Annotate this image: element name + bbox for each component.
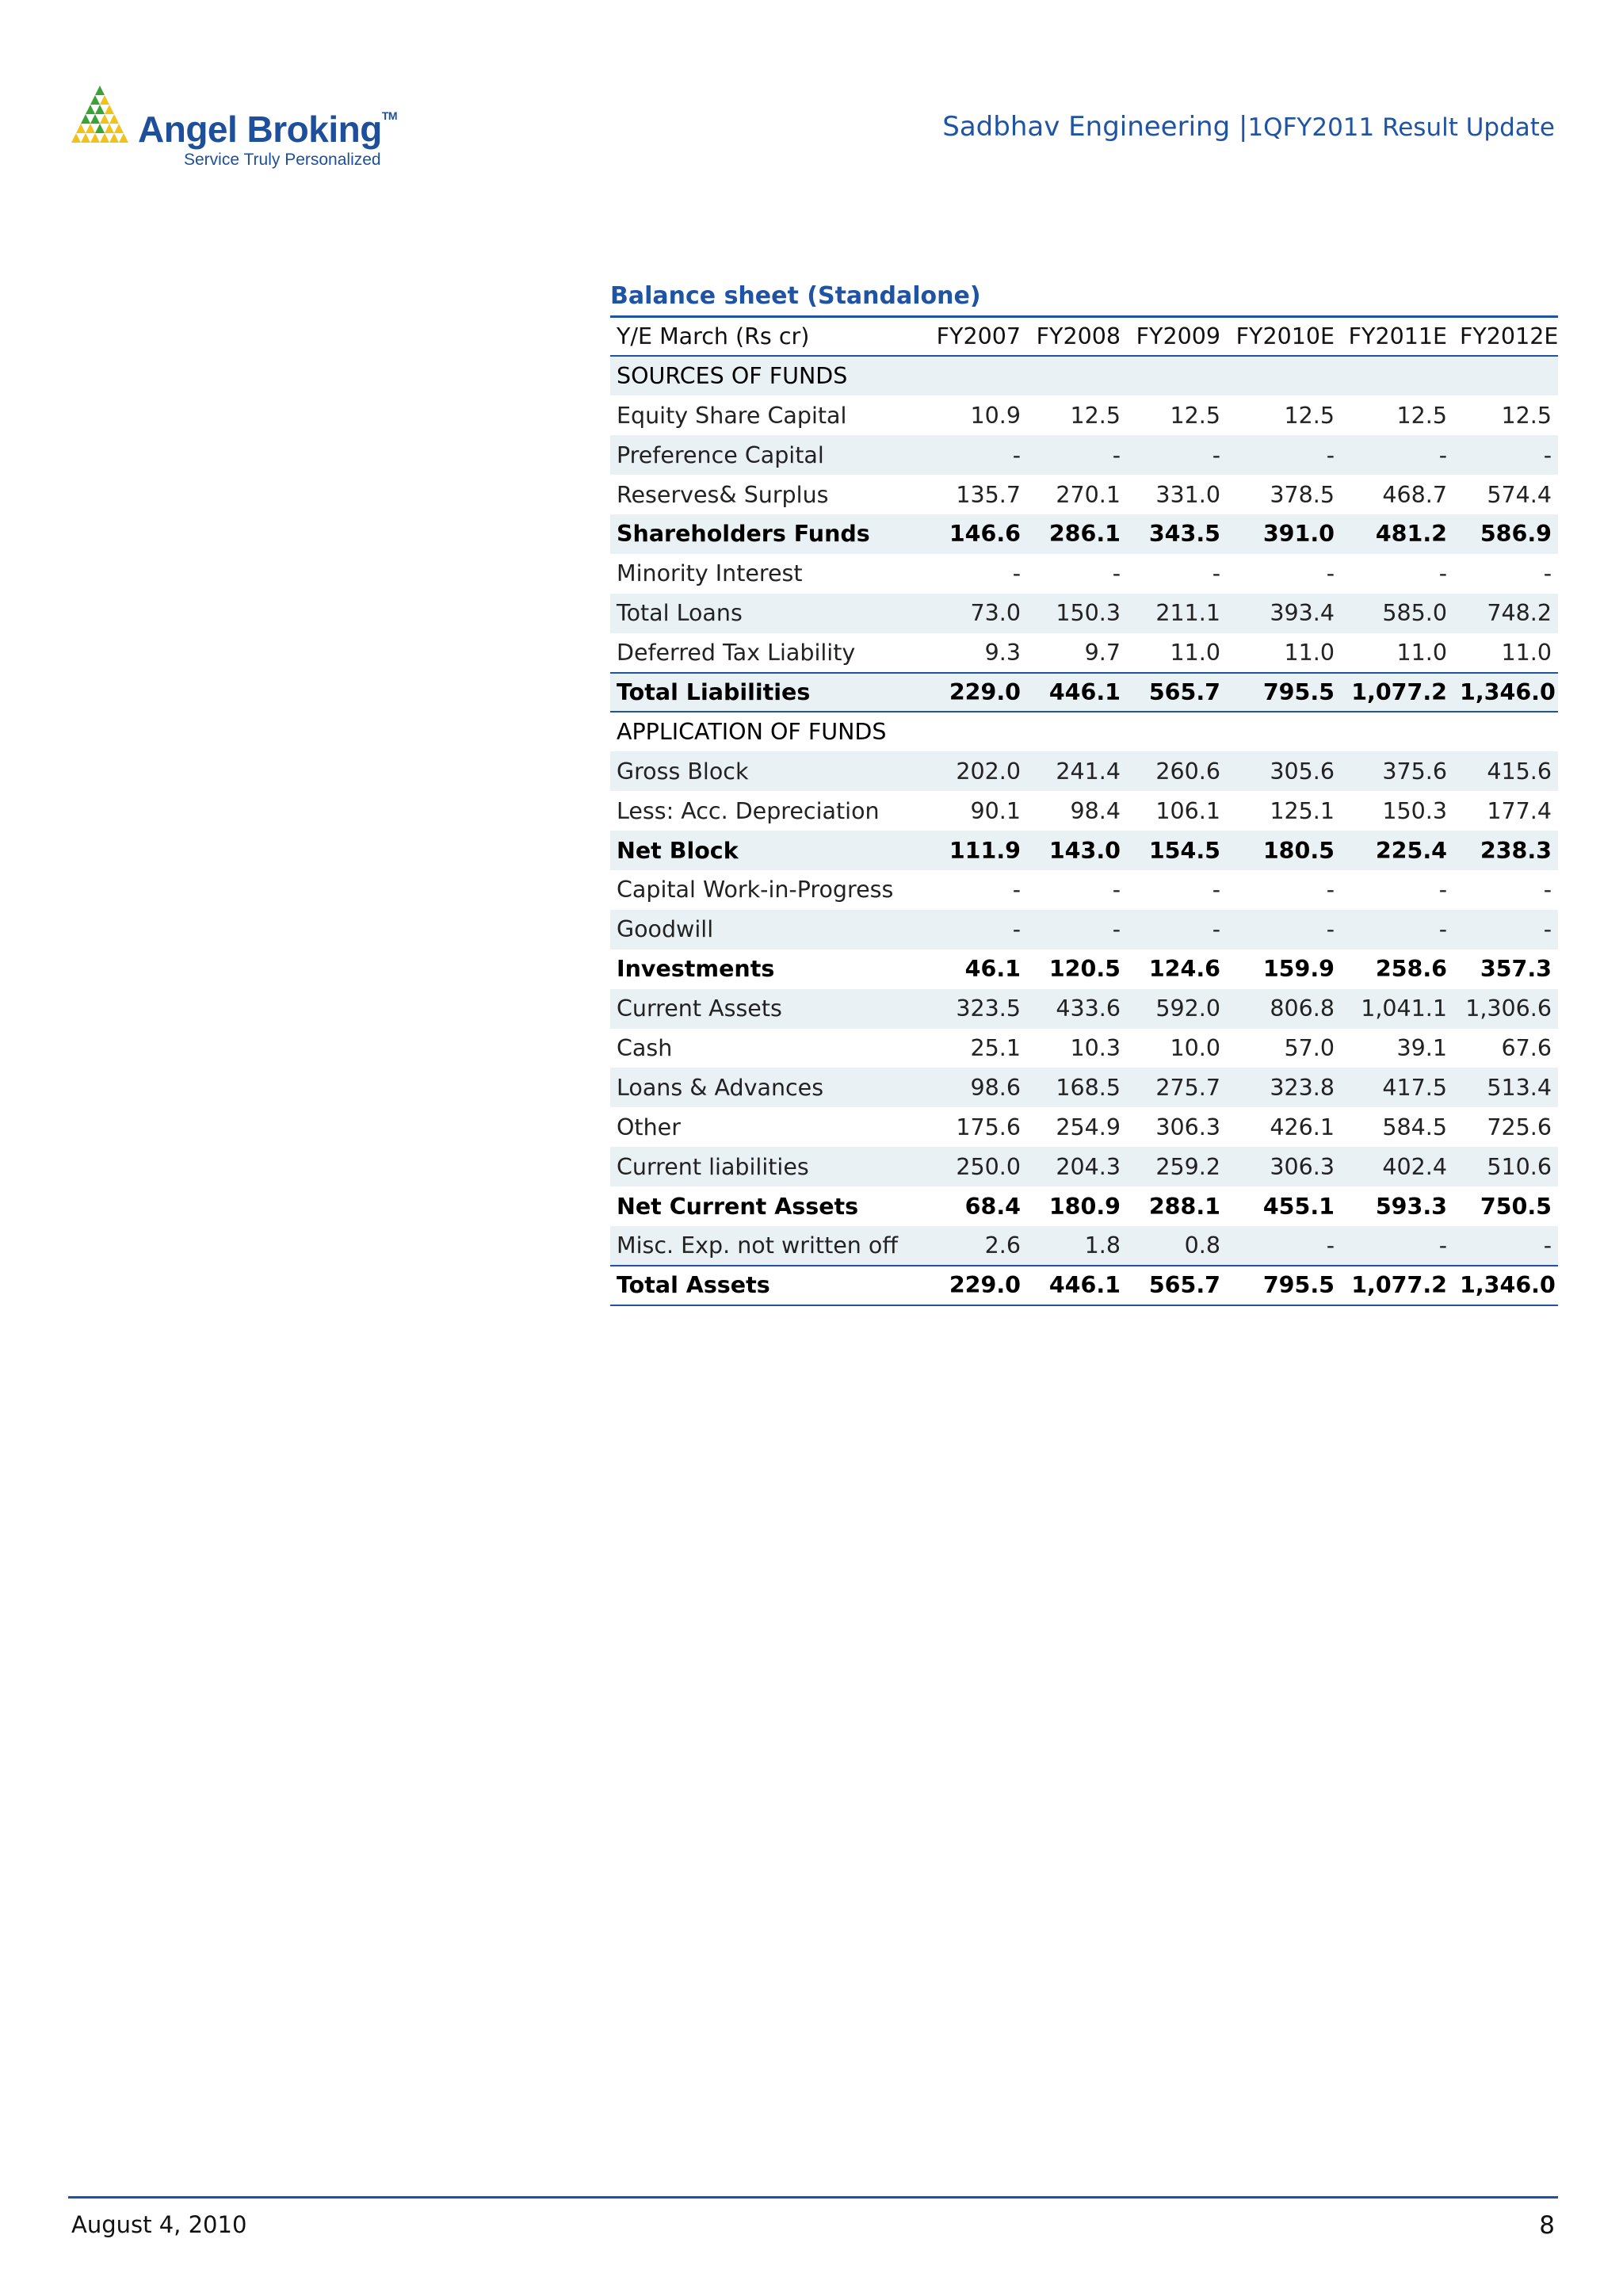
table-cell: 241.4 <box>1027 751 1127 791</box>
table-row <box>610 989 1558 1029</box>
page-number: 8 <box>1539 2211 1555 2240</box>
table-cell: 229.0 <box>921 1266 1027 1305</box>
table-row <box>610 475 1558 514</box>
column-header: FY2011E <box>1348 323 1447 350</box>
logo-triangle-tile <box>100 114 109 124</box>
logo-triangle-tile <box>90 133 100 143</box>
row-label: Total Loans <box>610 594 921 633</box>
table-cell: 150.3 <box>1027 594 1127 633</box>
table-cell: 10.0 <box>1170 1034 1220 1061</box>
table-cell: 402.4 <box>1341 1147 1453 1186</box>
column-header: FY2010E <box>1235 323 1335 350</box>
table-cell: 11.0 <box>1501 639 1552 666</box>
table-cell: 124.6 <box>1148 956 1220 983</box>
logo-triangle-tile <box>109 114 119 124</box>
table-cell <box>1227 712 1341 751</box>
table-cell: 455.1 <box>1262 1193 1335 1220</box>
trademark-mark: TM <box>381 109 398 122</box>
table-cell <box>921 356 1027 395</box>
table-cell: 357.3 <box>1480 956 1552 983</box>
table-cell: 288.1 <box>1148 1193 1220 1220</box>
row-label: Shareholders Funds <box>610 514 921 554</box>
logo-triangle-tile <box>95 86 105 95</box>
logo-triangle-tile <box>100 95 109 105</box>
row-label: SOURCES OF FUNDS <box>610 356 921 395</box>
table-cell: 795.5 <box>1227 1266 1341 1305</box>
logo-triangle-tile <box>90 95 100 105</box>
column-header: FY2007 <box>936 323 1021 350</box>
table-cell: - <box>1341 910 1453 949</box>
table-cell: 10.9 <box>970 402 1021 429</box>
table-title: Balance sheet (Standalone) <box>610 282 981 310</box>
table-cell: 446.1 <box>1027 1266 1127 1305</box>
table-cell: 229.0 <box>921 673 1027 712</box>
table-row <box>610 395 1558 435</box>
table-cell: - <box>1212 560 1220 587</box>
table-cell: 305.6 <box>1227 751 1341 791</box>
table-row <box>610 594 1558 633</box>
table-cell: 585.0 <box>1341 594 1453 633</box>
table-cell: 584.5 <box>1382 1114 1447 1140</box>
logo-triangle-tile <box>81 133 90 143</box>
row-label: Current Assets <box>610 989 921 1029</box>
table-cell: 143.0 <box>1027 831 1127 870</box>
table-cell <box>1453 356 1558 395</box>
footer-divider <box>68 2196 1558 2199</box>
row-label: Deferred Tax Liability <box>617 639 856 666</box>
logo-triangle-tile <box>76 124 86 133</box>
table-cell: 586.9 <box>1453 514 1558 554</box>
table-cell: - <box>1543 560 1552 587</box>
table-cell: - <box>1326 877 1335 904</box>
table-cell <box>1127 712 1227 751</box>
table-cell: 73.0 <box>921 594 1027 633</box>
report-title <box>942 111 1555 143</box>
company-name: Sadbhav Engineering <box>942 111 1231 143</box>
table-cell: 1.8 <box>1027 1226 1127 1266</box>
table-cell: 57.0 <box>1284 1034 1335 1061</box>
table-row <box>610 1226 1558 1266</box>
table-cell <box>921 712 1027 751</box>
table-cell: 260.6 <box>1127 751 1227 791</box>
table-row <box>610 514 1558 554</box>
balance-sheet-table <box>610 315 1558 1306</box>
table-cell: 481.2 <box>1341 514 1453 554</box>
table-cell: 98.4 <box>1070 797 1121 824</box>
table-cell: 417.5 <box>1341 1068 1453 1107</box>
table-row <box>610 673 1558 712</box>
logo-triangle-tile <box>81 114 90 124</box>
table-cell: - <box>1341 1226 1453 1266</box>
table-cell: 415.6 <box>1453 751 1558 791</box>
logo-triangle-tile <box>114 124 124 133</box>
table-cell: 0.8 <box>1127 1226 1227 1266</box>
table-cell: 111.9 <box>921 831 1027 870</box>
table-cell: - <box>1341 435 1453 475</box>
row-label: Loans & Advances <box>610 1068 921 1107</box>
table-cell: 98.6 <box>921 1068 1027 1107</box>
angel-broking-logo <box>68 82 401 170</box>
table-row <box>610 949 1558 989</box>
table-cell: 393.4 <box>1227 594 1341 633</box>
column-header: Y/E March (Rs cr) <box>617 323 810 350</box>
logo-triangle-tile <box>95 124 105 133</box>
table-cell: - <box>1027 435 1127 475</box>
table-cell: 46.1 <box>964 956 1021 983</box>
table-cell: 306.3 <box>1227 1147 1341 1186</box>
table-cell: 343.5 <box>1127 514 1227 554</box>
table-row <box>610 356 1558 395</box>
table-cell: - <box>1438 560 1447 587</box>
table-cell: 378.5 <box>1270 481 1335 508</box>
row-label: Investments <box>617 956 775 983</box>
logo-triangle-tile <box>90 114 100 124</box>
table-cell: 750.5 <box>1480 1193 1552 1220</box>
logo-triangle-tile <box>95 105 105 114</box>
table-cell: - <box>1112 877 1121 904</box>
table-cell <box>1027 712 1127 751</box>
row-label: Other <box>617 1114 681 1140</box>
table-cell <box>1453 712 1558 751</box>
table-cell: 1,306.6 <box>1453 989 1558 1029</box>
row-label: Preference Capital <box>610 435 921 475</box>
column-header: FY2008 <box>1036 323 1121 350</box>
logo-triangle-tile <box>109 133 119 143</box>
table-row <box>610 1147 1558 1186</box>
table-cell <box>1227 356 1341 395</box>
table-cell: - <box>1453 1226 1558 1266</box>
table-cell: - <box>1227 435 1341 475</box>
table-cell: 806.8 <box>1227 989 1341 1029</box>
logo-triangle-tile <box>105 124 114 133</box>
row-label: Misc. Exp. not written off <box>610 1226 921 1266</box>
table-cell: 211.1 <box>1127 594 1227 633</box>
table-cell: 331.0 <box>1155 481 1220 508</box>
table-cell: 725.6 <box>1487 1114 1552 1140</box>
table-cell: 565.7 <box>1127 1266 1227 1305</box>
table-cell: 254.9 <box>1056 1114 1121 1140</box>
table-cell: 1,077.2 <box>1341 673 1453 712</box>
table-cell: - <box>1012 877 1021 904</box>
table-row <box>610 1266 1558 1305</box>
table-cell: 204.3 <box>1027 1147 1127 1186</box>
table-cell: 1,077.2 <box>1341 1266 1453 1305</box>
table-cell <box>1127 356 1227 395</box>
table-row <box>610 831 1558 870</box>
table-header-row <box>610 317 1558 357</box>
table-cell: - <box>1212 877 1220 904</box>
table-cell: 391.0 <box>1227 514 1341 554</box>
table-row <box>610 870 1558 910</box>
table-cell: 180.9 <box>1048 1193 1121 1220</box>
table-cell: 11.0 <box>1284 639 1335 666</box>
table-cell: - <box>1027 910 1127 949</box>
table-cell: 154.5 <box>1127 831 1227 870</box>
table-cell: 468.7 <box>1382 481 1447 508</box>
table-row <box>610 554 1558 594</box>
table-row <box>610 910 1558 949</box>
table-cell: 146.6 <box>921 514 1027 554</box>
brand-name: Angel Broking™ <box>138 109 398 150</box>
logo-triangle-tile <box>119 133 128 143</box>
table-cell: 748.2 <box>1453 594 1558 633</box>
logo-triangle-tile <box>100 133 109 143</box>
table-cell: 323.8 <box>1227 1068 1341 1107</box>
table-cell: 12.5 <box>1170 402 1220 429</box>
table-cell: - <box>1326 560 1335 587</box>
title-separator: | <box>1238 111 1248 143</box>
table-cell: 12.5 <box>1284 402 1335 429</box>
table-row <box>610 1068 1558 1107</box>
row-label: Capital Work-in-Progress <box>617 877 894 904</box>
table-cell: 593.3 <box>1375 1193 1447 1220</box>
report-type: 1QFY2011 Result Update <box>1247 113 1555 142</box>
table-cell: - <box>1438 877 1447 904</box>
table-cell: 12.5 <box>1501 402 1552 429</box>
row-label: Equity Share Capital <box>617 402 847 429</box>
row-label: Minority Interest <box>617 560 803 587</box>
table-cell: 1,346.0 <box>1453 673 1558 712</box>
row-label: Total Assets <box>610 1266 921 1305</box>
table-cell: 592.0 <box>1127 989 1227 1029</box>
table-cell: 1,041.1 <box>1341 989 1453 1029</box>
logo-triangle-tile <box>71 133 81 143</box>
table-cell: 67.6 <box>1501 1034 1552 1061</box>
table-cell: 12.5 <box>1070 402 1121 429</box>
table-cell: 565.7 <box>1127 673 1227 712</box>
row-label: Current liabilities <box>610 1147 921 1186</box>
brand-tagline: Service Truly Personalized <box>184 151 381 169</box>
table-cell: 9.7 <box>1084 639 1121 666</box>
table-cell: - <box>921 910 1027 949</box>
row-label: Goodwill <box>610 910 921 949</box>
table-cell: - <box>1453 435 1558 475</box>
table-cell: 238.3 <box>1453 831 1558 870</box>
row-label: Cash <box>617 1034 673 1061</box>
table-cell: - <box>1127 435 1227 475</box>
table-cell: - <box>1227 1226 1341 1266</box>
table-cell: 135.7 <box>956 481 1021 508</box>
table-row <box>610 435 1558 475</box>
table-cell: 68.4 <box>964 1193 1021 1220</box>
table-row <box>610 1029 1558 1068</box>
table-cell: 90.1 <box>970 797 1021 824</box>
table-row <box>610 1107 1558 1147</box>
table-cell: 150.3 <box>1382 797 1447 824</box>
table-cell: 175.6 <box>956 1114 1021 1140</box>
table-cell: 11.0 <box>1170 639 1220 666</box>
row-label: Net Current Assets <box>617 1193 859 1220</box>
row-label: Reserves& Surplus <box>617 481 829 508</box>
table-cell <box>1341 712 1453 751</box>
triangle-logo-icon <box>68 82 132 143</box>
table-cell: 12.5 <box>1396 402 1447 429</box>
table-cell: - <box>1112 560 1121 587</box>
table-cell: 168.5 <box>1027 1068 1127 1107</box>
table-cell <box>1027 356 1127 395</box>
table-cell: 259.2 <box>1127 1147 1227 1186</box>
row-label: APPLICATION OF FUNDS <box>617 719 887 746</box>
table-cell: 125.1 <box>1270 797 1335 824</box>
table-cell: - <box>1227 910 1341 949</box>
balance-sheet-section <box>610 277 1558 1306</box>
logo-triangle-tile <box>105 105 114 114</box>
table-row <box>610 633 1558 673</box>
table-cell: - <box>1127 910 1227 949</box>
table-cell: - <box>921 435 1027 475</box>
table-cell: 270.1 <box>1056 481 1121 508</box>
table-cell: 574.4 <box>1487 481 1552 508</box>
table-cell: 446.1 <box>1027 673 1127 712</box>
table-cell: 795.5 <box>1227 673 1341 712</box>
footer-date: August 4, 2010 <box>71 2211 247 2238</box>
column-header: FY2012E <box>1460 323 1559 350</box>
table-cell: 510.6 <box>1453 1147 1558 1186</box>
table-cell: 286.1 <box>1027 514 1127 554</box>
table-cell: - <box>1543 877 1552 904</box>
row-label: Less: Acc. Depreciation <box>617 797 880 824</box>
table-cell: - <box>1012 560 1021 587</box>
logo-triangle-tile <box>86 124 95 133</box>
table-cell: 10.3 <box>1070 1034 1121 1061</box>
table-cell: 306.3 <box>1155 1114 1220 1140</box>
table-cell: 9.3 <box>984 639 1021 666</box>
table-cell: 250.0 <box>921 1147 1027 1186</box>
table-cell: 180.5 <box>1227 831 1341 870</box>
table-cell: 25.1 <box>970 1034 1021 1061</box>
table-cell: 159.9 <box>1262 956 1335 983</box>
table-cell: 2.6 <box>921 1226 1027 1266</box>
table-cell: 1,346.0 <box>1453 1266 1558 1305</box>
table-row <box>610 1186 1558 1226</box>
column-header: FY2009 <box>1136 323 1220 350</box>
table-cell: 258.6 <box>1375 956 1447 983</box>
table-cell: 106.1 <box>1155 797 1220 824</box>
row-label: Total Liabilities <box>610 673 921 712</box>
table-cell: 202.0 <box>921 751 1027 791</box>
table-cell: 225.4 <box>1341 831 1453 870</box>
table-cell: 120.5 <box>1048 956 1121 983</box>
row-label: Gross Block <box>610 751 921 791</box>
table-cell: - <box>1453 910 1558 949</box>
table-cell: 426.1 <box>1270 1114 1335 1140</box>
table-cell: 375.6 <box>1341 751 1453 791</box>
table-cell <box>1341 356 1453 395</box>
table-cell: 177.4 <box>1487 797 1552 824</box>
table-cell: 275.7 <box>1127 1068 1227 1107</box>
table-row <box>610 712 1558 751</box>
table-cell: 433.6 <box>1027 989 1127 1029</box>
table-row <box>610 751 1558 791</box>
table-cell: 11.0 <box>1396 639 1447 666</box>
table-cell: 513.4 <box>1453 1068 1558 1107</box>
table-row <box>610 791 1558 831</box>
row-label: Net Block <box>610 831 921 870</box>
table-cell: 323.5 <box>921 989 1027 1029</box>
logo-triangle-tile <box>86 105 95 114</box>
table-cell: 39.1 <box>1396 1034 1447 1061</box>
